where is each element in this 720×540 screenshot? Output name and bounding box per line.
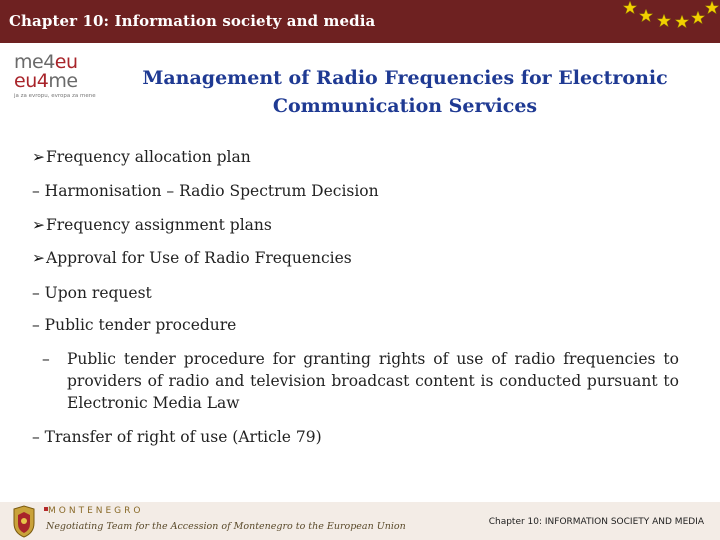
me4eu-logo <box>14 53 106 99</box>
arrow-bullet-icon: ➢ <box>32 249 45 267</box>
list-item <box>32 249 352 267</box>
list-item <box>32 216 272 234</box>
slide-title-line1: Management of Radio Frequencies for Electronic <box>142 67 668 89</box>
list-item-text: Frequency allocation plan <box>46 148 251 166</box>
list-item-text: Frequency assignment plans <box>46 216 272 234</box>
list-item: – Harmonisation – Radio Spectrum Decision <box>32 182 379 200</box>
footer-chapter: Chapter 10: INFORMATION SOCIETY AND MEDIA <box>488 517 704 527</box>
logo-text-me4: me4 <box>14 51 55 73</box>
logo-text-eu4: eu4 <box>14 70 49 92</box>
arrow-bullet-icon: ➢ <box>32 216 45 234</box>
list-item: – Upon request <box>32 284 152 302</box>
header-bar <box>0 0 720 43</box>
montenegro-crest-icon <box>8 505 40 538</box>
sub-item-dash: – <box>42 350 50 368</box>
slide-title-line2: Communication Services <box>272 95 538 117</box>
footer-country: MONTENEGRO <box>48 506 144 516</box>
chapter-title: Chapter 10: Information society and media <box>9 12 376 30</box>
list-item: – Public tender procedure <box>32 316 237 334</box>
list-item-text: Approval for Use of Radio Frequencies <box>46 249 352 267</box>
sub-item-paragraph: Public tender procedure for granting rights of use of radio frequencies to providers of radio and television broadcast content is conducted pursuant to Electronic Media Law <box>67 350 679 412</box>
arrow-bullet-icon: ➢ <box>32 148 45 166</box>
logo-text-me: me <box>48 70 78 92</box>
slide-title <box>120 64 690 120</box>
eu-stars-icon <box>610 0 720 43</box>
list-item: – Transfer of right of use (Article 79) <box>32 428 322 446</box>
logo-text-eu: eu <box>54 51 78 73</box>
logo-tagline: ja za evropu, evropa za mene <box>14 93 96 99</box>
list-item <box>32 148 251 166</box>
footer-team: Negotiating Team for the Accession of Montenegro to the European Union <box>46 521 406 532</box>
